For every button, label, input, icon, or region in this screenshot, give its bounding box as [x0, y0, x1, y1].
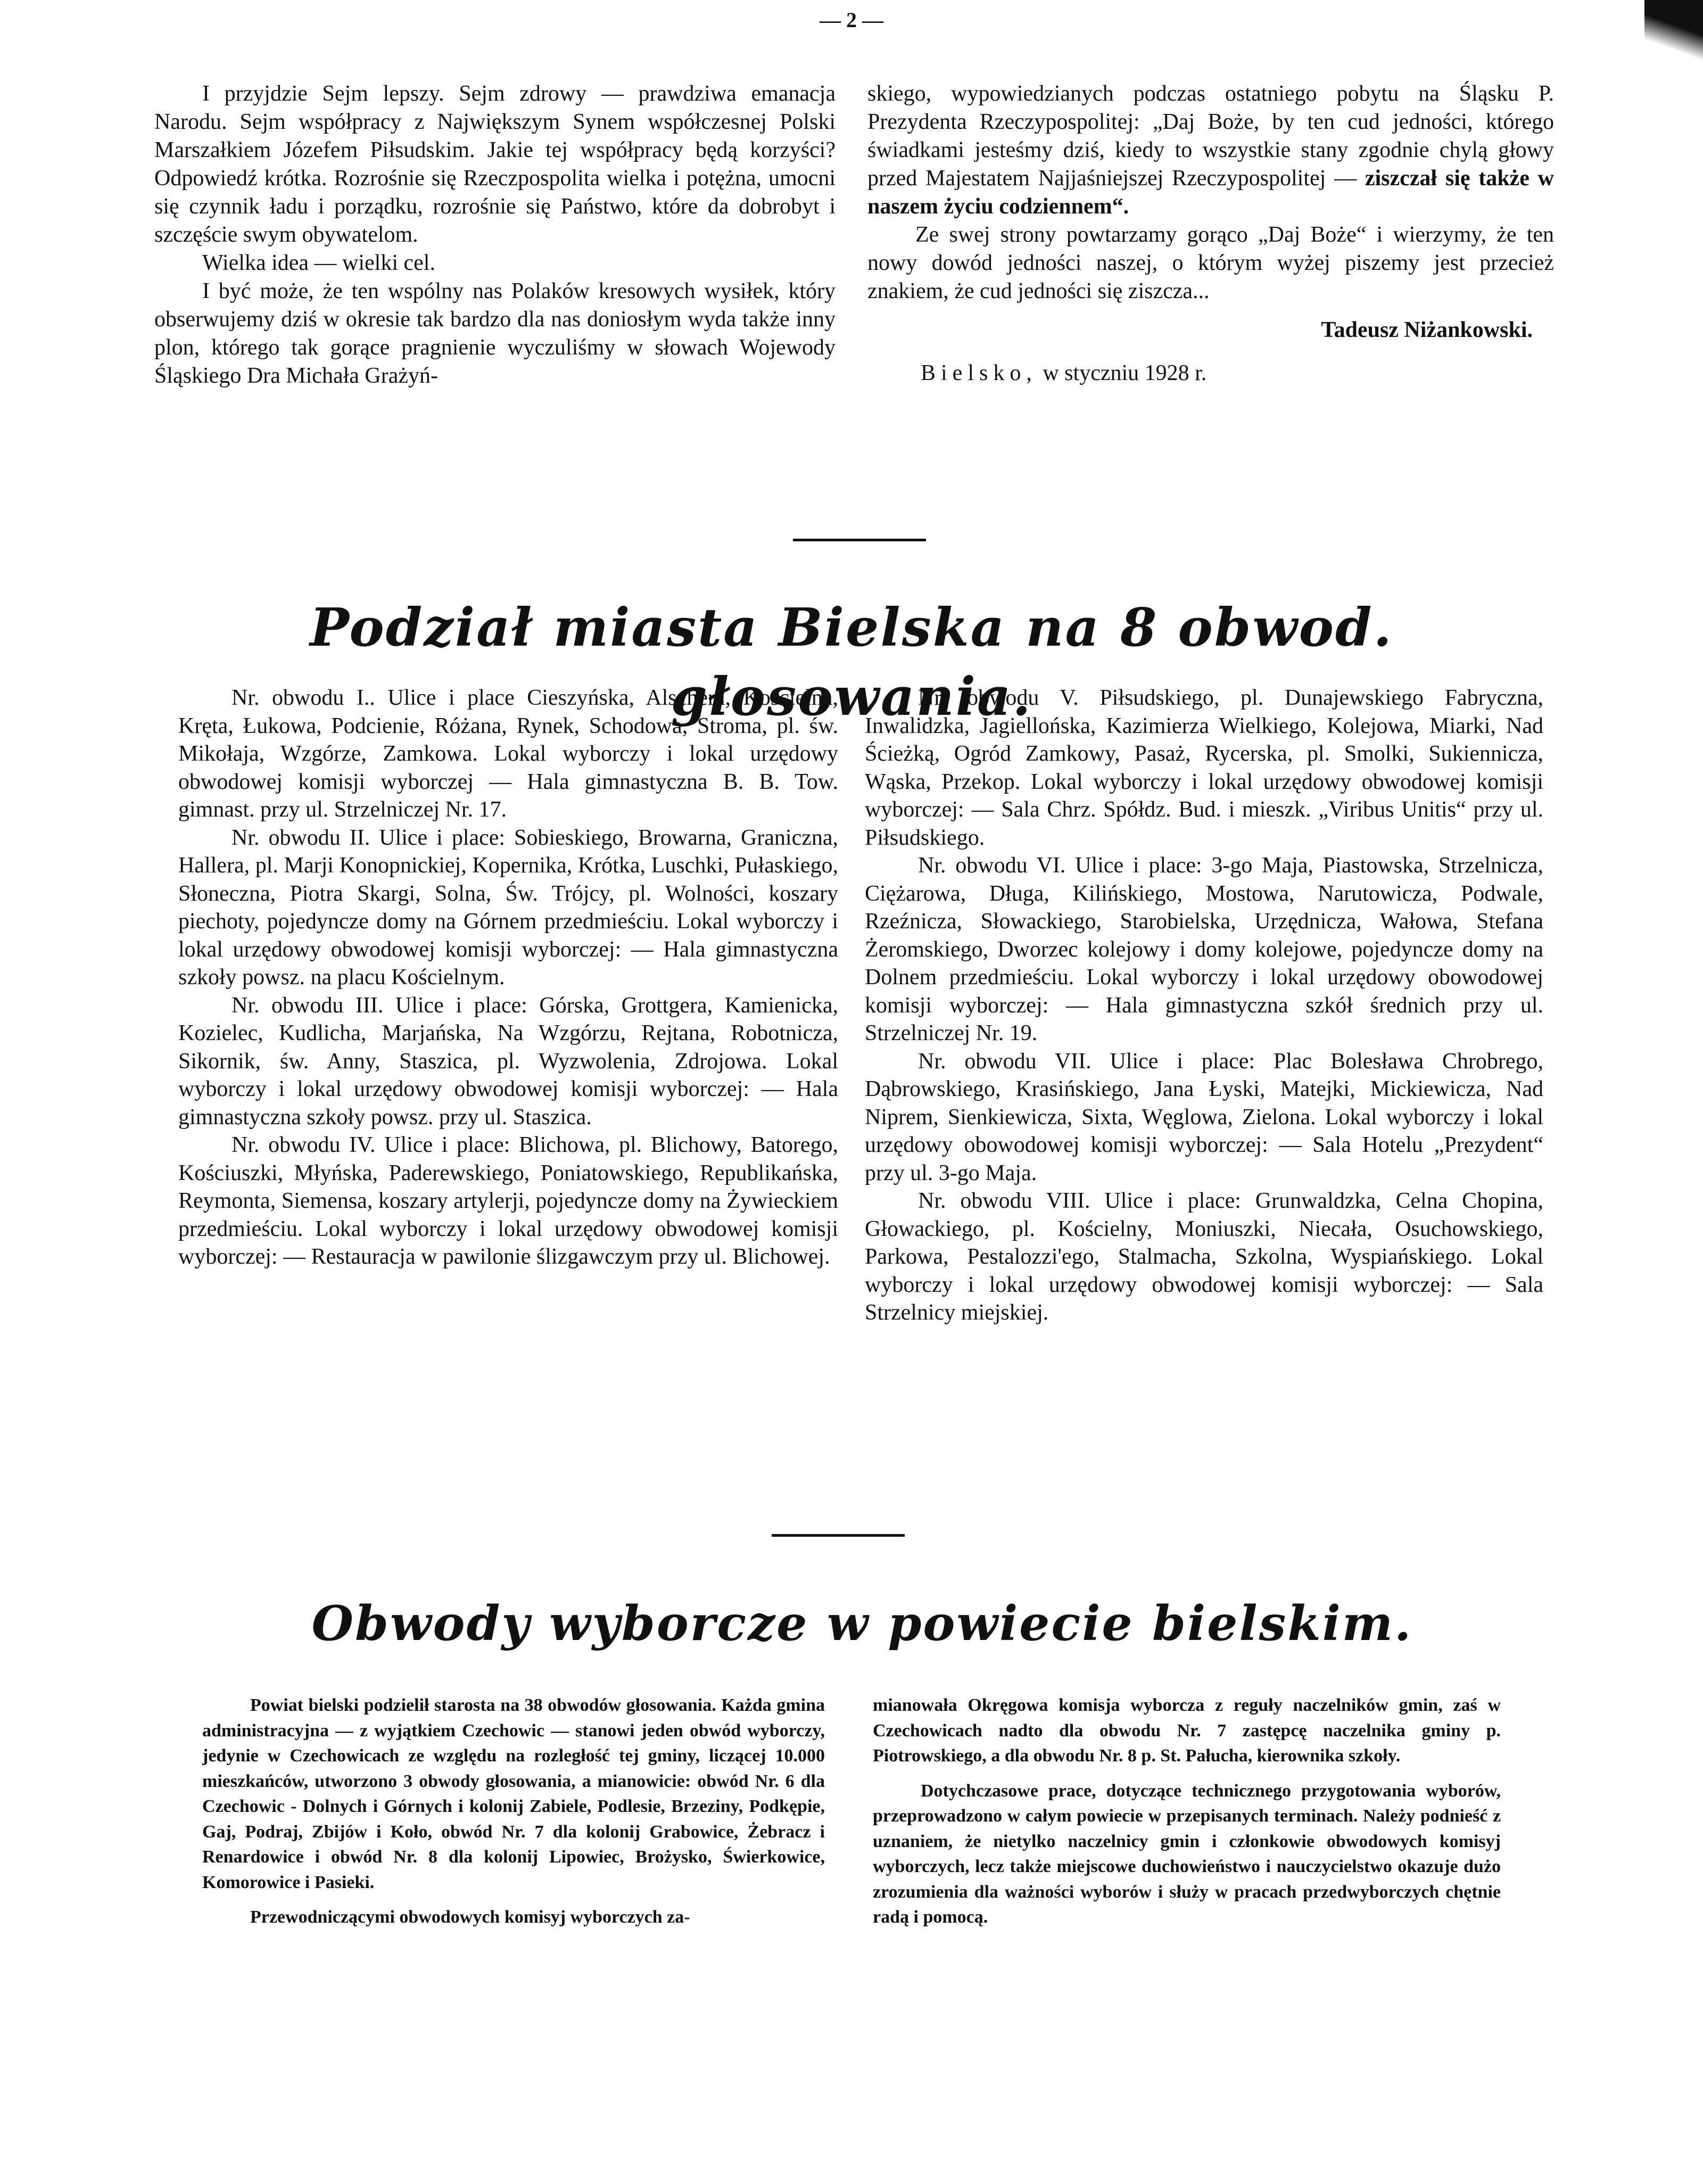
article3-headline: Obwody wyborcze w powiecie bielskim.	[311, 1595, 1413, 1652]
article1-paragraph: I być może, że ten wspólny nas Polaków kresowych wysiłek, który obserwujemy dziś w okresie tak bardzo dla nas doniosłym wyda także inny plon, którego tak gorące pragnienie wyczuliśmy w słowach Wojewody Śląskiego Dra Michała Grażyń-	[154, 279, 836, 388]
dateline-place: Bielsko,	[921, 361, 1037, 385]
article3-paragraph: Przewodniczącymi obwodowych komisyj wyborczych za-	[250, 1907, 690, 1927]
article1-paragraph-continued	[867, 80, 1554, 221]
district-entry: Nr. obwodu VIII. Ulice i place: Grunwaldzka, Celna Chopina, Głowackiego, pl. Kościelny, Moniuszki, Niecała, Osuchowskiego, Parkowa, Pestalozzi'ego, Stalmacha, Szkolna, Wyspiańskiego. Lokal wyborczy i lokal urzędowy obwodowej komisji wyborczej: — Sala Strzelnicy miejskiej.	[865, 1189, 1543, 1325]
article2-left-column	[178, 684, 838, 1271]
article3-paragraph: Powiat bielski podzielił starosta na 38 obwodów głosowania. Każda gmina administracyjna — z wyjątkiem Czechowic — stanowi jeden obwód wyborczy, jedynie w Czechowicach ze względu na rozległość tej gminy, liczącej 10.000 mieszkańców, utworzono 3 obwody głosowania, a mianowicie: obwód Nr. 6 dla Czechowic - Dolnych i Górnych i kolonij Zabiele, Podlesie, Brzeziny, Podkępie, Gaj, Podraj, Zbijów i Koło, obwód Nr. 7 dla kolonij Grabowice, Żebracz i Renardowice i obwód Nr. 8 dla kolonij Lipowiec, Brożysko, Świerkowice, Komorowice i Pasieki.	[202, 1695, 825, 1892]
district-entry: Nr. obwodu II. Ulice i place: Sobieskiego, Browarna, Graniczna, Hallera, pl. Marji Konopnickiej, Kopernika, Krótka, Luschki, Pułaskiego, Słoneczna, Piotra Skargi, Solna, Św. Trójcy, pl. Wolności, koszary piechoty, pojedyncze domy na Górnem przedmieściu. Lokal wyborczy i lokal urzędowy obwodowej komisji wyborczej: — Hala gimnastyczna szkoły powsz. na placu Kościelnym.	[178, 825, 838, 990]
article1-paragraph: Wielka idea — wielki cel.	[202, 251, 435, 275]
article1-dateline	[867, 359, 1554, 388]
article3-paragraph: Dotychczasowe prace, dotyczące technicznego przygotowania wyborów, przeprowadzono w całym powiecie w przepisanych terminach. Należy podnieść z uznaniem, że nietylko naczelnicy gmin i członkowie obwodowych komisyj wyborczych, lecz także miejscowe duchowieństwo i nauczycielstwo okazuje dużo zrozumienia dla ważności wyborów i służy w pracach przedwyborczych chętnie radą i pomocą.	[873, 1781, 1501, 1927]
district-entry: Nr. obwodu III. Ulice i place: Górska, Grottgera, Kamienicka, Kozielec, Kudlicha, Marjańska, Na Wzgórzu, Rejtana, Robotnicza, Sikornik, św. Anny, Staszica, pl. Wyzwolenia, Zdrojowa. Lokal wyborczy i lokal urzędowy obwodowej komisji wyborczej: — Hala gimnastyczna szkoły powsz. przy ul. Staszica.	[178, 993, 838, 1130]
district-entry: Nr. obwodu I.. Ulice i place Cieszyńska, Alschera, Kościelna, Kręta, Łukowa, Podcienie, Różana, Rynek, Schodowa, Stroma, pl. św. Mikołaja, Wzgórze, Zamkowa. Lokal wyborczy i lokal urzędowy obwodowej komisji wyborczej — Hala gimnastyczna B. B. Tow. gimnast. przy ul. Strzelniczej Nr. 17.	[178, 686, 838, 822]
section-divider	[772, 1534, 905, 1537]
article2-headline: Podział miasta Bielska na 8 obwod. głosowania.	[310, 597, 1393, 728]
page-number: — 2 —	[820, 8, 883, 32]
district-entry: Nr. obwodu VII. Ulice i place: Plac Bolesława Chrobrego, Dąbrowskiego, Krasińskiego, Jana Łyski, Matejki, Mickiewicza, Nad Niprem, Sienkiewicza, Sixta, Węglowa, Zielona. Lokal wyborczy i lokal urzędowy obowodowej komisji wyborczej: — Sala Hotelu „Prezydent“ przy ul. 3-go Maja.	[865, 1049, 1543, 1185]
article1-left-column	[154, 80, 836, 390]
article2-right-column	[865, 684, 1543, 1327]
article1-quote-text: skiego, wypowiedzianych podczas ostatniego pobytu na Śląsku P. Prezydenta Rzeczypospolitej: „Daj Boże, by ten cud jedności, którego świadkami jesteśmy dziś, kiedy to wszystkie stany zgodnie chylą głowy przed Majestatem Najjaśniejszej Rzeczypospolitej —	[867, 81, 1554, 191]
scan-corner-shadow	[1644, 0, 1703, 80]
article3-right-column	[873, 1693, 1501, 1930]
section-divider	[793, 539, 926, 541]
article1-quote-bold: ziszczał się także w naszem życiu codziennem“.	[867, 166, 1554, 219]
article1-signature: Tadeusz Niżankowski.	[1321, 318, 1533, 342]
district-entry: Nr. obwodu V. Piłsudskiego, pl. Dunajewskiego Fabryczna, Inwalidzka, Jagiellońska, Kazimierza Wielkiego, Kolejowa, Miarki, Nad Ścieżką, Ogród Zamkowy, Pasaż, Rycerska, pl. Smolki, Sukiennicza, Wąska, Przekop. Lokal wyborczy i lokal urzędowy obwodowej komisji wyborczej: — Sala Chrz. Spółdz. Bud. i mieszk. „Viribus Unitis“ przy ul. Piłsudskiego.	[865, 686, 1543, 850]
article1-right-column	[867, 80, 1554, 388]
article3-paragraph: mianowała Okręgowa komisja wyborcza z reguły naczelników gmin, zaś w Czechowicach nadto dla obwodu Nr. 7 zastępcę naczelnika gminy p. Piotrowskiego, a dla obwodu Nr. 8 p. St. Pałucha, kierownika szkoły.	[873, 1695, 1501, 1766]
article1-paragraph: I przyjdzie Sejm lepszy. Sejm zdrowy — prawdziwa emanacja Narodu. Sejm współpracy z Największym Synem współczesnej Polski Marszałkiem Józefem Piłsudskim. Jakie tej współpracy będą korzyści? Odpowiedź krótka. Rozrośnie się Rzeczpospolita wielka i potężna, umocni się czynnik ładu i porządku, rozrośnie się Państwo, które da dobrobyt i szczęście swym obywatelom.	[154, 81, 836, 247]
district-entry: Nr. obwodu VI. Ulice i place: 3-go Maja, Piastowska, Strzelnicza, Ciężarowa, Długa, Kilińskiego, Mostowa, Narutowicza, Podwale, Rzeźnicza, Słowackiego, Starobielska, Urzędnicza, Wałowa, Stefana Żeromskiego, Dworzec kolejowy i domy kolejowe, pojedyncze domy na Dolnem przedmieściu. Lokal wyborczy i lokal urzędowy obowodowej komisji wyborczej: — Hala gimnastyczna szkół średnich przy ul. Strzelniczej Nr. 19.	[865, 853, 1543, 1045]
dateline-date: w styczniu 1928 r.	[1043, 361, 1207, 385]
article1-paragraph: Ze swej strony powtarzamy gorąco „Daj Boże“ i wierzymy, że ten nowy dowód jedności naszej, o którym wyżej piszemy jest przecież znakiem, że cud jedności się ziszcza...	[867, 222, 1554, 303]
district-entry: Nr. obwodu IV. Ulice i place: Blichowa, pl. Blichowy, Batorego, Kościuszki, Młyńska, Paderewskiego, Poniatowskiego, Republikańska, Reymonta, Siemensa, koszary artylerji, pojedyncze domy na Żywieckiem przedmieściu. Lokal wyborczy i lokal urzędowy obwodowej komisji wyborczej: — Restauracja w pawilonie ślizgawczym przy ul. Blichowej.	[178, 1133, 838, 1269]
article3-left-column	[202, 1693, 825, 1930]
